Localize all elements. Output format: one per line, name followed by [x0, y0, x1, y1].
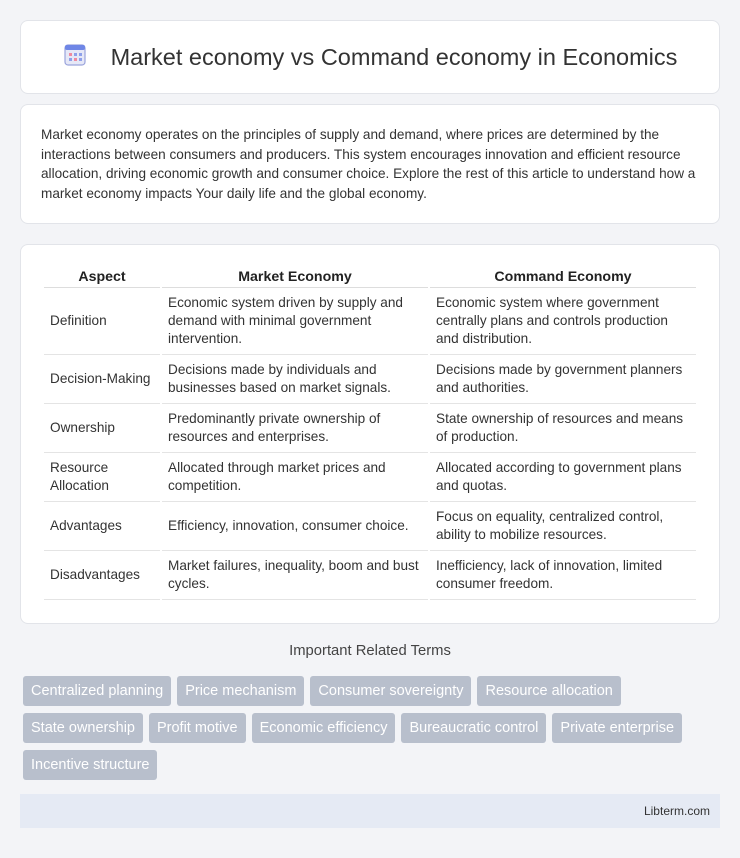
- row-command: State ownership of resources and means of production.: [430, 404, 696, 453]
- calendar-icon: [63, 42, 89, 73]
- row-command: Inefficiency, lack of innovation, limited consumer freedom.: [430, 551, 696, 600]
- row-command: Focus on equality, centralized control, ability to mobilize resources.: [430, 502, 696, 551]
- header-aspect: Aspect: [44, 263, 160, 288]
- table-row: [44, 453, 696, 502]
- comparison-table-card: [20, 244, 720, 624]
- row-aspect: Disadvantages: [44, 551, 160, 600]
- related-term-tag[interactable]: Economic efficiency: [252, 713, 396, 743]
- header-command-economy: Command Economy: [430, 263, 696, 288]
- row-aspect: Ownership: [44, 404, 160, 453]
- related-terms-title: Important Related Terms: [289, 643, 451, 659]
- row-market: Predominantly private ownership of resources and enterprises.: [162, 404, 428, 453]
- row-command: Economic system where government centrally plans and controls production and distribution.: [430, 288, 696, 355]
- intro-card: [20, 104, 720, 224]
- related-term-tag[interactable]: Resource allocation: [477, 676, 620, 706]
- row-market: Efficiency, innovation, consumer choice.: [162, 502, 428, 551]
- related-term-tag[interactable]: State ownership: [23, 713, 143, 743]
- row-aspect: Advantages: [44, 502, 160, 551]
- row-market: Market failures, inequality, boom and bust cycles.: [162, 551, 428, 600]
- table-row: [44, 502, 696, 551]
- related-term-tag[interactable]: Price mechanism: [177, 676, 304, 706]
- footer: [20, 794, 720, 828]
- table-row: [44, 551, 696, 600]
- row-aspect: Decision-Making: [44, 355, 160, 404]
- page-title: Market economy vs Command economy in Economics: [110, 43, 678, 70]
- row-command: Allocated according to government plans and quotas.: [430, 453, 696, 502]
- title-card: [20, 20, 720, 94]
- intro-text: Market economy operates on the principles of supply and demand, where prices are determined by the interactions between consumers and producers. This system encourages innovation and efficient resource allocation, driving economic growth and consumer choice. Explore the rest of this article to understand how a market economy impacts Your daily life and the global economy.: [41, 127, 696, 201]
- related-term-tag[interactable]: Centralized planning: [23, 676, 171, 706]
- related-term-tag[interactable]: Bureaucratic control: [401, 713, 546, 743]
- row-aspect: Definition: [44, 288, 160, 355]
- comparison-table: [42, 263, 698, 600]
- table-header-row: [44, 263, 696, 288]
- row-market: Decisions made by individuals and businesses based on market signals.: [162, 355, 428, 404]
- table-row: [44, 288, 696, 355]
- row-command: Decisions made by government planners and authorities.: [430, 355, 696, 404]
- footer-brand-link[interactable]: Libterm.com: [643, 804, 710, 818]
- related-term-tag[interactable]: Consumer sovereignty: [310, 676, 471, 706]
- related-term-tag[interactable]: Profit motive: [149, 713, 246, 743]
- table-row: [44, 404, 696, 453]
- row-market: Allocated through market prices and competition.: [162, 453, 428, 502]
- header-market-economy: Market Economy: [162, 263, 428, 288]
- row-aspect: Resource Allocation: [44, 453, 160, 502]
- table-row: [44, 355, 696, 404]
- related-term-tag[interactable]: Private enterprise: [552, 713, 682, 743]
- related-terms-list: [23, 676, 713, 780]
- row-market: Economic system driven by supply and demand with minimal government intervention.: [162, 288, 428, 355]
- related-term-tag[interactable]: Incentive structure: [23, 750, 157, 780]
